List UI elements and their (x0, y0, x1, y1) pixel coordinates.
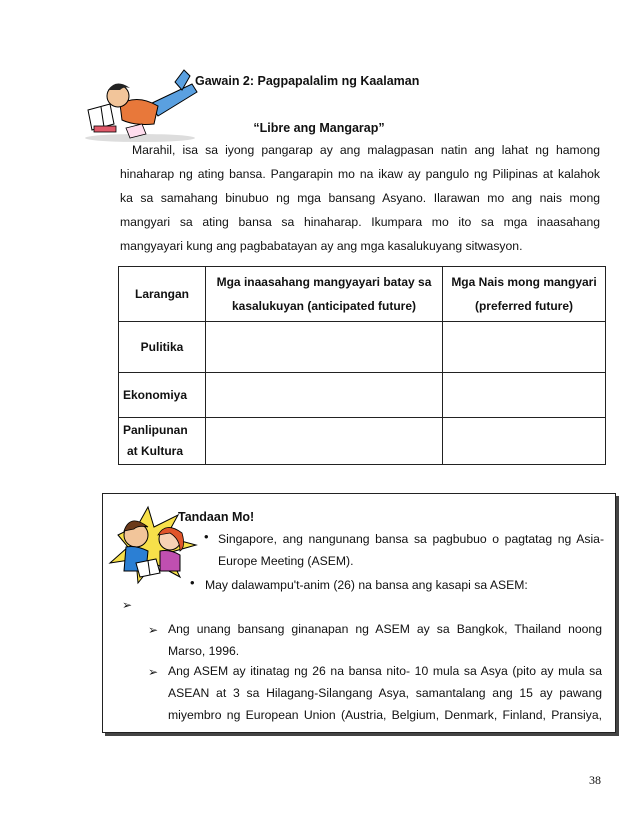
paragraph-line: mangyayari kung ang pagbabatayan ay ang mga kasalukuyang sitwasyon. (120, 239, 523, 253)
page-number: 38 (589, 773, 601, 787)
activity-subtitle: “Libre ang Mangarap” (253, 121, 385, 135)
arrow-bullet-icon: ➢ (148, 665, 159, 679)
answer-cell[interactable] (206, 322, 443, 373)
header-preferred: Mga Nais mong mangyari (preferred future) (443, 267, 606, 322)
arrow-item (168, 660, 602, 726)
answer-cell[interactable] (443, 418, 606, 465)
bullet-icon: • (190, 575, 195, 590)
bullet-line: Singapore, ang nangunang bansa sa pagbubuo o pagtatag ng Asia- (218, 532, 604, 546)
bullet-line: May dalawampu't-anim (26) na bansa ang kasapi sa ASEM: (205, 578, 528, 592)
bullet-line: Europe Meeting (ASEM). (218, 554, 354, 568)
paragraph-line: Marahil, isa sa iyong pangarap ay ang malagpasan natin ang lahat ng hamong (132, 143, 600, 157)
answer-cell[interactable] (206, 373, 443, 418)
arrow-line: Ang ASEM ay itinatag ng 26 na bansa nito- 10 mula sa Asya (pito ay mula sa (168, 664, 602, 678)
header-larangan: Larangan (119, 267, 206, 322)
paragraph-line: mangyari sa ating bansa sa hinaharap. Ikumpara mo ito sa mga inaasahang (120, 215, 600, 229)
row-label-panlipunan: Panlipunan at Kultura (119, 418, 206, 465)
table-row (119, 373, 606, 418)
row-label-pulitika: Pulitika (119, 322, 206, 373)
arrow-line: ASEAN at 3 sa Hilagang-Silangang Asya, samantalang ang 15 ay pawang (168, 686, 602, 700)
bullet-icon: • (204, 529, 209, 544)
activity-title: Gawain 2: Pagpapalalim ng Kaalaman (195, 74, 420, 88)
arrow-bullet-icon: ➢ (122, 598, 133, 612)
arrow-line: miyembro ng European Union (Austria, Belgium, Denmark, Finland, Pransiya, (168, 708, 602, 722)
answer-cell[interactable] (206, 418, 443, 465)
paragraph-line: ka sa samahang binubuo ng mga bansang Asyano. Ilarawan mo ang nais mong (120, 191, 600, 205)
answer-cell[interactable] (443, 322, 606, 373)
header-anticipated: Mga inaasahang mangyayari batay sa kasalukuyan (anticipated future) (206, 267, 443, 322)
future-comparison-table (118, 266, 606, 465)
paragraph-line: hinaharap ng ating bansa. Pangarapin mo na ikaw ay pangulo ng Pilipinas at kalahok (120, 167, 600, 181)
row-label-ekonomiya: Ekonomiya (119, 373, 206, 418)
table-row (119, 322, 606, 373)
bullet-item (205, 574, 591, 596)
bullet-item (218, 528, 604, 572)
instructions-paragraph (120, 138, 600, 258)
arrow-bullet-icon: ➢ (148, 623, 159, 637)
answer-cell[interactable] (443, 373, 606, 418)
table-row (119, 418, 606, 465)
table-header-row (119, 267, 606, 322)
reminder-heading: Tandaan Mo! (178, 510, 255, 524)
arrow-item (168, 618, 602, 662)
arrow-line: Marso, 1996. (168, 644, 240, 658)
arrow-line: Ang unang bansang ginanapan ng ASEM ay sa Bangkok, Thailand noong (168, 622, 602, 636)
